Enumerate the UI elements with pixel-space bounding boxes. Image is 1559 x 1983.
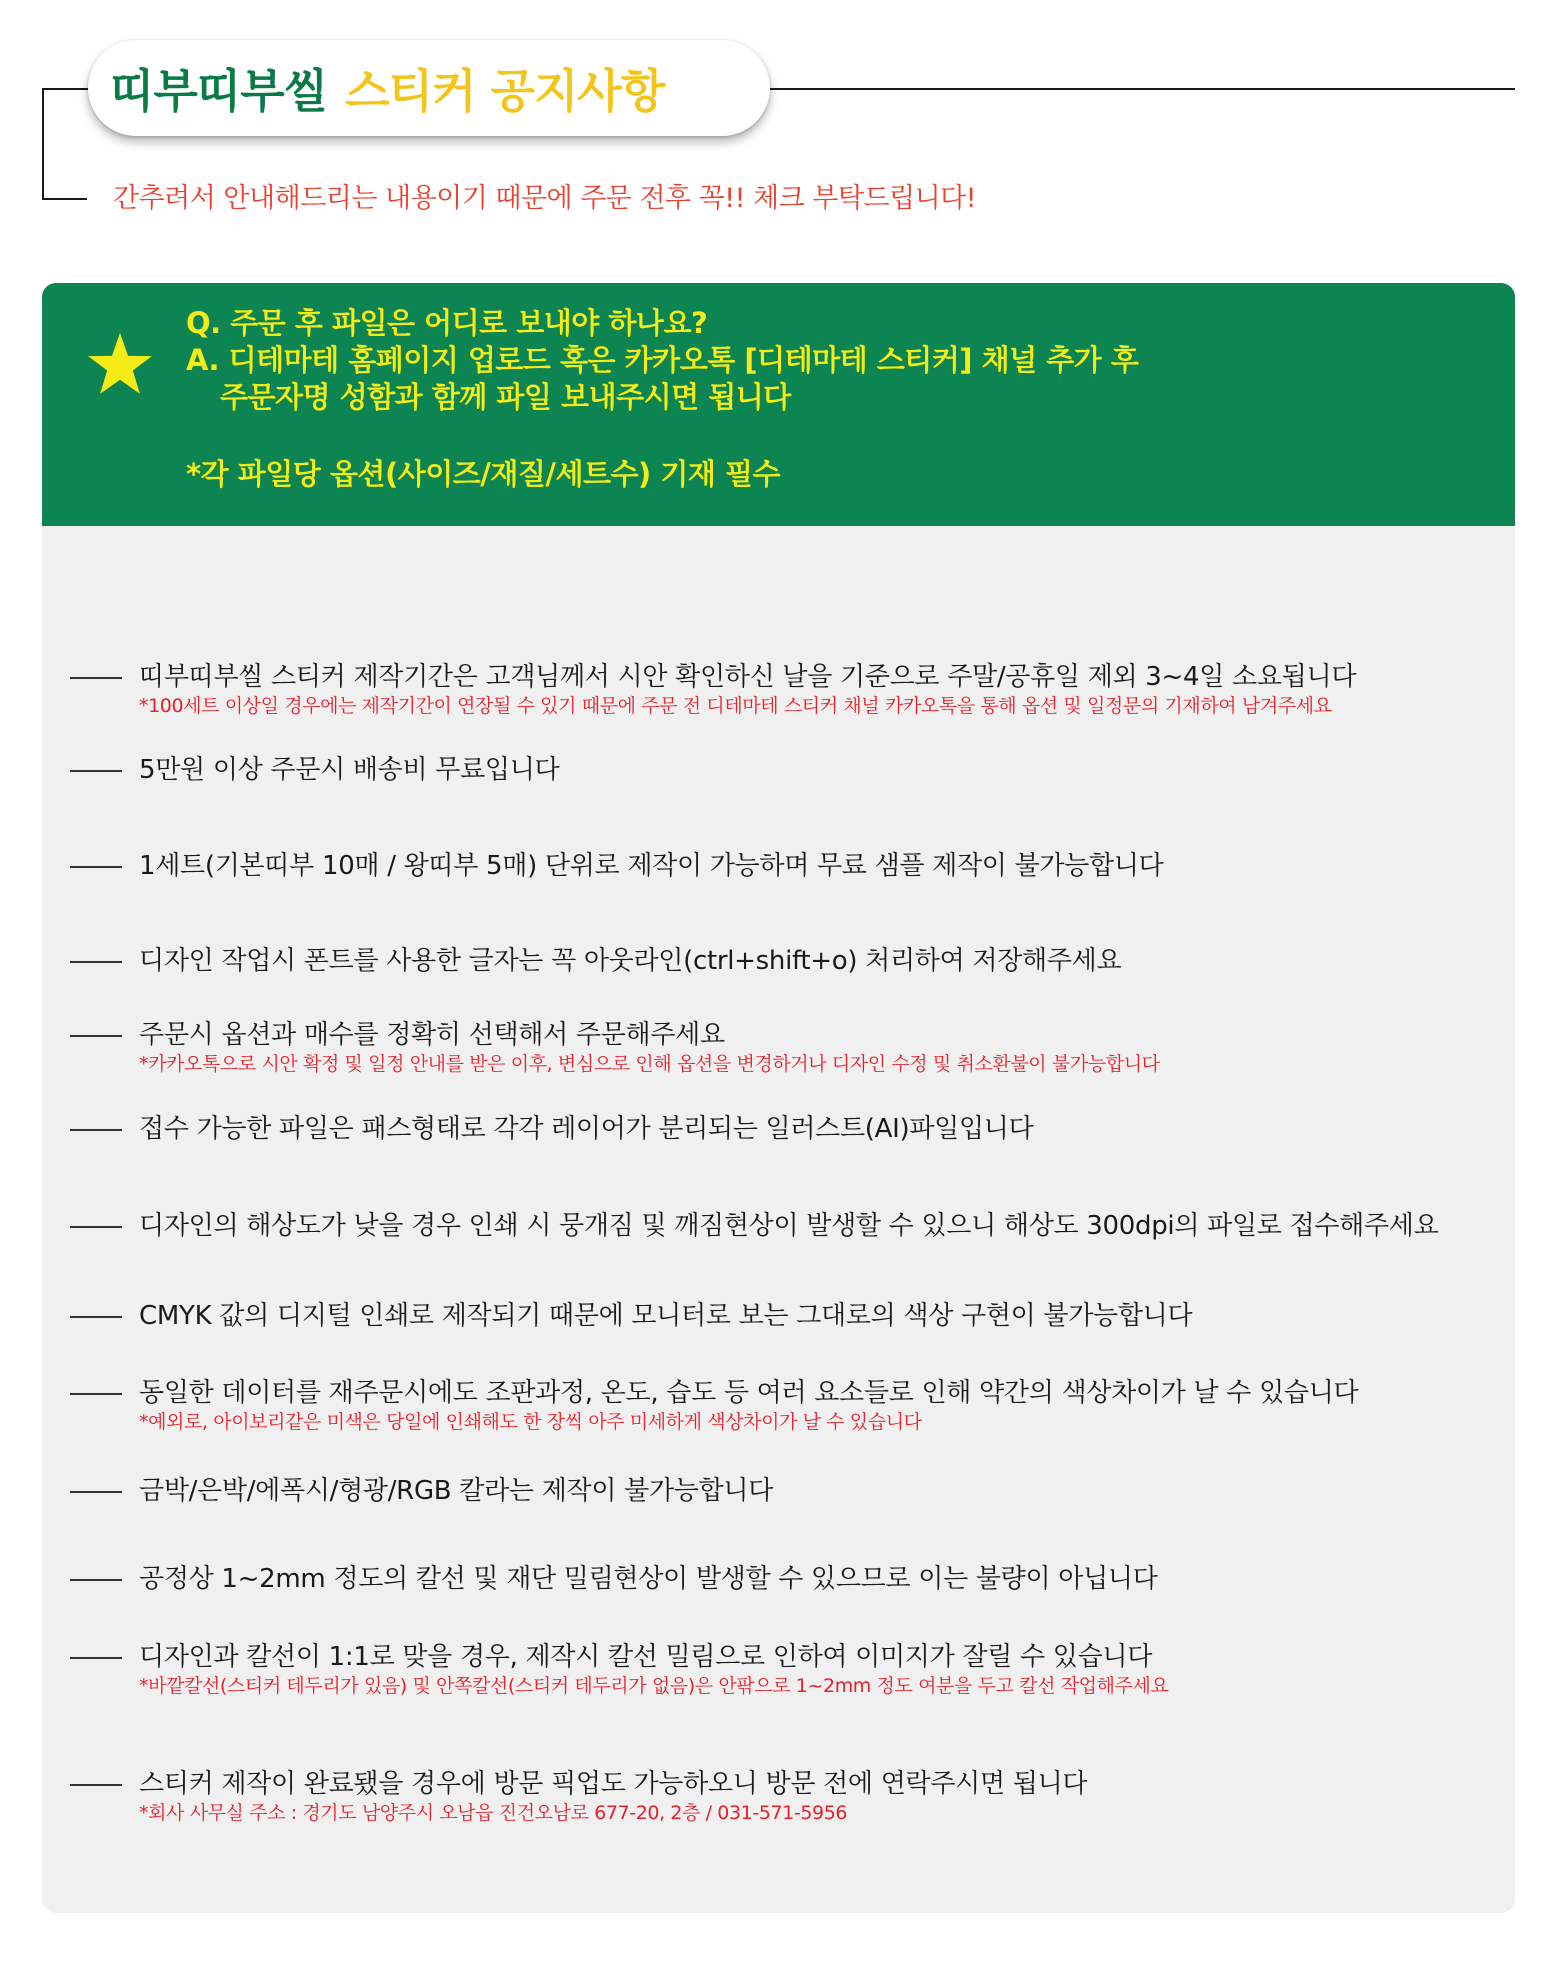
header-bracket-bottom xyxy=(42,198,87,200)
page-title xyxy=(88,40,770,136)
notice-text: 접수 가능한 파일은 패스형태로 각각 레이어가 분리되는 일러스트(AI)파일입니다 xyxy=(139,1114,1034,1144)
bullet-dash xyxy=(70,1393,122,1395)
faq-question: Q. 주문 후 파일은 어디로 보내야 하나요? xyxy=(186,306,708,340)
notice-text: CMYK 값의 디지털 인쇄로 제작되기 때문에 모니터로 보는 그대로의 색상 구현이 불가능합니다 xyxy=(139,1301,1193,1331)
notice-note: *회사 사무실 주소 : 경기도 남양주시 오남읍 진건오남로 677-20, 2층 / 031-571-5956 xyxy=(139,1802,848,1824)
bullet-dash xyxy=(70,1129,122,1131)
notice-text: 디자인 작업시 폰트를 사용한 글자는 꼭 아웃라인(ctrl+shift+o) 처리하여 저장해주세요 xyxy=(139,946,1122,976)
notice-text: 금박/은박/에폭시/형광/RGB 칼라는 제작이 불가능합니다 xyxy=(139,1476,774,1506)
bullet-dash xyxy=(70,677,122,679)
faq-answer-line2: 주문자명 성함과 함께 파일 보내주시면 됩니다 xyxy=(220,380,791,414)
notice-text: 공정상 1~2mm 정도의 칼선 및 재단 밀림현상이 발생할 수 있으므로 이는 불량이 아닙니다 xyxy=(139,1564,1158,1594)
bullet-dash xyxy=(70,1784,122,1786)
notice-panel xyxy=(42,283,1515,1913)
bullet-dash xyxy=(70,1035,122,1037)
bullet-dash xyxy=(70,866,122,868)
title-main: 스티커 공지사항 xyxy=(345,64,665,118)
notice-note: *카카오톡으로 시안 확정 및 일정 안내를 받은 이후, 변심으로 인해 옵션을 변경하거나 디자인 수정 및 취소환불이 불가능합니다 xyxy=(139,1053,1160,1075)
title-brand: 띠부띠부씰 xyxy=(110,64,328,118)
notice-text: 1세트(기본띠부 10매 / 왕띠부 5매) 단위로 제작이 가능하며 무료 샘플 제작이 불가능합니다 xyxy=(139,851,1164,881)
bullet-dash xyxy=(70,770,122,772)
faq-note: *각 파일당 옵션(사이즈/재질/세트수) 기재 필수 xyxy=(186,457,780,491)
notice-note: *100세트 이상일 경우에는 제작기간이 연장될 수 있기 때문에 주문 전 디테마테 스티커 채널 카카오톡을 통해 옵션 및 일정문의 기재하여 남겨주세요 xyxy=(139,695,1332,717)
notice-text: 디자인과 칼선이 1:1로 맞을 경우, 제작시 칼선 밀림으로 인하여 이미지가 잘릴 수 있습니다 xyxy=(139,1642,1153,1672)
bullet-dash xyxy=(70,1579,122,1581)
notice-text: 디자인의 해상도가 낮을 경우 인쇄 시 뭉개짐 및 깨짐현상이 발생할 수 있으니 해상도 300dpi의 파일로 접수해주세요 xyxy=(139,1211,1439,1241)
notice-text: 스티커 제작이 완료됐을 경우에 방문 픽업도 가능하오니 방문 전에 연락주시면 됩니다 xyxy=(139,1769,1088,1799)
bullet-dash xyxy=(70,1491,122,1493)
notice-note: *바깥칼선(스티커 테두리가 있음) 및 안쪽칼선(스티커 테두리가 없음)은 안팎으로 1~2mm 정도 여분을 두고 칼선 작업해주세요 xyxy=(139,1675,1169,1697)
faq-box xyxy=(42,283,1515,526)
bullet-dash xyxy=(70,1657,122,1659)
notice-text: 주문시 옵션과 매수를 정확히 선택해서 주문해주세요 xyxy=(139,1020,725,1050)
star-icon xyxy=(86,331,154,397)
page-subtitle: 간추려서 안내해드리는 내용이기 때문에 주문 전후 꼭!! 체크 부탁드립니다! xyxy=(113,183,977,214)
faq-answer-line1: A. 디테마테 홈페이지 업로드 혹은 카카오톡 [디테마테 스티커] 채널 추가 후 xyxy=(186,343,1139,377)
notice-text: 띠부띠부씰 스티커 제작기간은 고객님께서 시안 확인하신 날을 기준으로 주말/공휴일 제외 3~4일 소요됩니다 xyxy=(139,662,1357,692)
header-bracket-left xyxy=(42,88,44,200)
bullet-dash xyxy=(70,1316,122,1318)
notice-note: *예외로, 아이보리같은 미색은 당일에 인쇄해도 한 장씩 아주 미세하게 색상차이가 날 수 있습니다 xyxy=(139,1411,922,1433)
bullet-dash xyxy=(70,961,122,963)
bullet-dash xyxy=(70,1226,122,1228)
notice-text: 동일한 데이터를 재주문시에도 조판과정, 온도, 습도 등 여러 요소들로 인해 약간의 색상차이가 날 수 있습니다 xyxy=(139,1378,1359,1408)
notice-text: 5만원 이상 주문시 배송비 무료입니다 xyxy=(139,755,560,785)
